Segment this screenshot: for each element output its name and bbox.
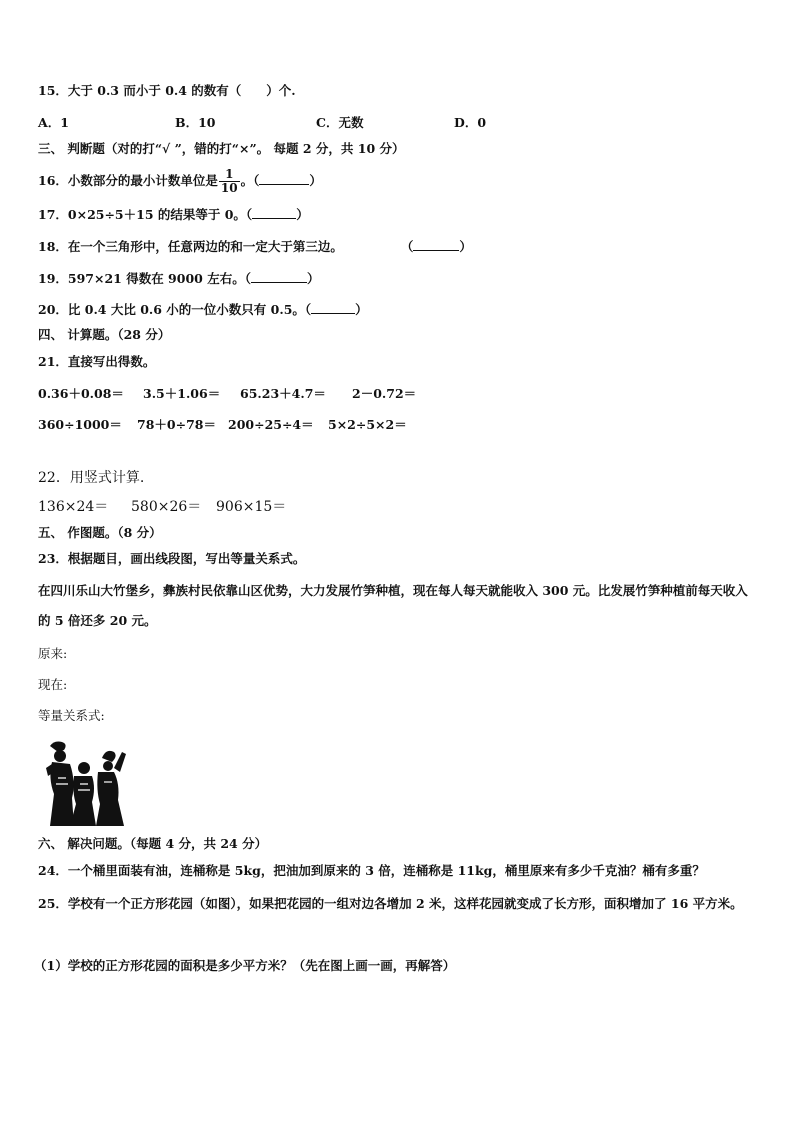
q20-text: 20．比 0.4 大比 0.6 小的一位小数只有 0.5。（ bbox=[38, 302, 312, 317]
q20-close: ） bbox=[355, 302, 368, 317]
q15-option-d: D．0 bbox=[454, 115, 487, 130]
q22-stem: 22．用竖式计算. bbox=[38, 470, 145, 486]
q17-answer-blank[interactable] bbox=[252, 206, 296, 219]
q21-r1-item-1: 0.36＋0.08＝ bbox=[38, 386, 124, 401]
q21-r2-item-4: 5×2÷5×2＝ bbox=[328, 417, 407, 432]
q16-numerator: 1 bbox=[219, 168, 240, 182]
q23-text: 在四川乐山大竹堡乡，彝族村民依靠山区优势，大力发展竹笋种植，现在每人每天就能收入 300 元。比发展竹笋种植前每天收入的 5 倍还多 20 元。 bbox=[38, 583, 748, 628]
q19-text: 19．597×21 得数在 9000 左右。（ bbox=[38, 271, 251, 286]
q21-r2-item-2: 78＋0÷78＝ bbox=[137, 417, 216, 432]
q16-text: 16．小数部分的最小计数单位是 bbox=[38, 173, 218, 188]
section-6-heading: 六、 解决问题。（每题 4 分，共 24 分） bbox=[38, 836, 268, 851]
folk-figures-image bbox=[40, 738, 130, 828]
q23-relation-label: 等量关系式: bbox=[38, 708, 105, 723]
q17 bbox=[38, 206, 309, 224]
q18-close: ） bbox=[459, 239, 472, 254]
q18 bbox=[38, 238, 472, 256]
q17-close: ） bbox=[296, 207, 309, 222]
q17-text: 17．0×25÷5＋15 的结果等于 0。（ bbox=[38, 207, 253, 222]
q21-r1-item-4: 2－0.72＝ bbox=[352, 386, 417, 401]
q15-option-b: B．10 bbox=[175, 115, 216, 130]
q16-close: ） bbox=[309, 173, 322, 188]
q19-answer-blank[interactable] bbox=[251, 270, 307, 283]
q16-open: 。（ bbox=[240, 173, 260, 188]
q16 bbox=[38, 168, 322, 195]
q16-denominator: 10 bbox=[220, 181, 238, 195]
q23-before-label: 原来: bbox=[38, 646, 68, 661]
q19 bbox=[38, 270, 319, 288]
q16-fraction bbox=[219, 168, 240, 195]
q15-option-c: C．无数 bbox=[316, 115, 364, 130]
q22-item-2: 580×26＝ bbox=[131, 499, 202, 515]
q19-close: ） bbox=[306, 271, 320, 286]
q23-now-label: 现在: bbox=[38, 677, 68, 692]
q16-answer-blank[interactable] bbox=[259, 172, 309, 185]
q23-stem: 23．根据题目，画出线段图，写出等量关系式。 bbox=[38, 551, 306, 566]
q21-stem: 21．直接写出得数。 bbox=[38, 354, 156, 369]
q25-text: 25．学校有一个正方形花园（如图），如果把花园的一组对边各增加 2 米，这样花园就变成了长方形，面积增加了 16 平方米。 bbox=[38, 896, 743, 911]
q21-r1-item-3: 65.23＋4.7＝ bbox=[240, 386, 326, 401]
q18-open: （ bbox=[400, 239, 414, 254]
q22-item-1: 136×24＝ bbox=[38, 499, 109, 515]
q20 bbox=[38, 301, 368, 319]
q20-answer-blank[interactable] bbox=[311, 301, 355, 314]
q15-option-a: A．1 bbox=[38, 115, 69, 130]
q24-text: 24．一个桶里面装有油，连桶称是 5kg，把油加到原来的 3 倍，连桶称是 11kg，桶里原来有多少千克油？桶有多重？ bbox=[38, 863, 705, 878]
q18-answer-blank[interactable] bbox=[413, 238, 459, 251]
q22-item-3: 906×15＝ bbox=[216, 499, 287, 515]
q18-text: 18．在一个三角形中，任意两边的和一定大于第三边。 bbox=[38, 239, 343, 254]
q25-sub-question-1: （1）学校的正方形花园的面积是多少平方米？（先在图上画一画，再解答） bbox=[34, 958, 456, 973]
q21-r1-item-2: 3.5＋1.06＝ bbox=[143, 386, 221, 401]
q15-stem: 15．大于 0.3 而小于 0.4 的数有（ ）个. bbox=[38, 83, 296, 98]
section-4-heading: 四、 计算题。（28 分） bbox=[38, 327, 171, 342]
q21-r2-item-3: 200÷25÷4＝ bbox=[228, 417, 314, 432]
section-5-heading: 五、 作图题。（8 分） bbox=[38, 525, 162, 540]
section-3-heading: 三、 判断题（对的打“√ ”，错的打“×”。 每题 2 分，共 10 分） bbox=[38, 141, 405, 156]
q21-r2-item-1: 360÷1000＝ bbox=[38, 417, 122, 432]
